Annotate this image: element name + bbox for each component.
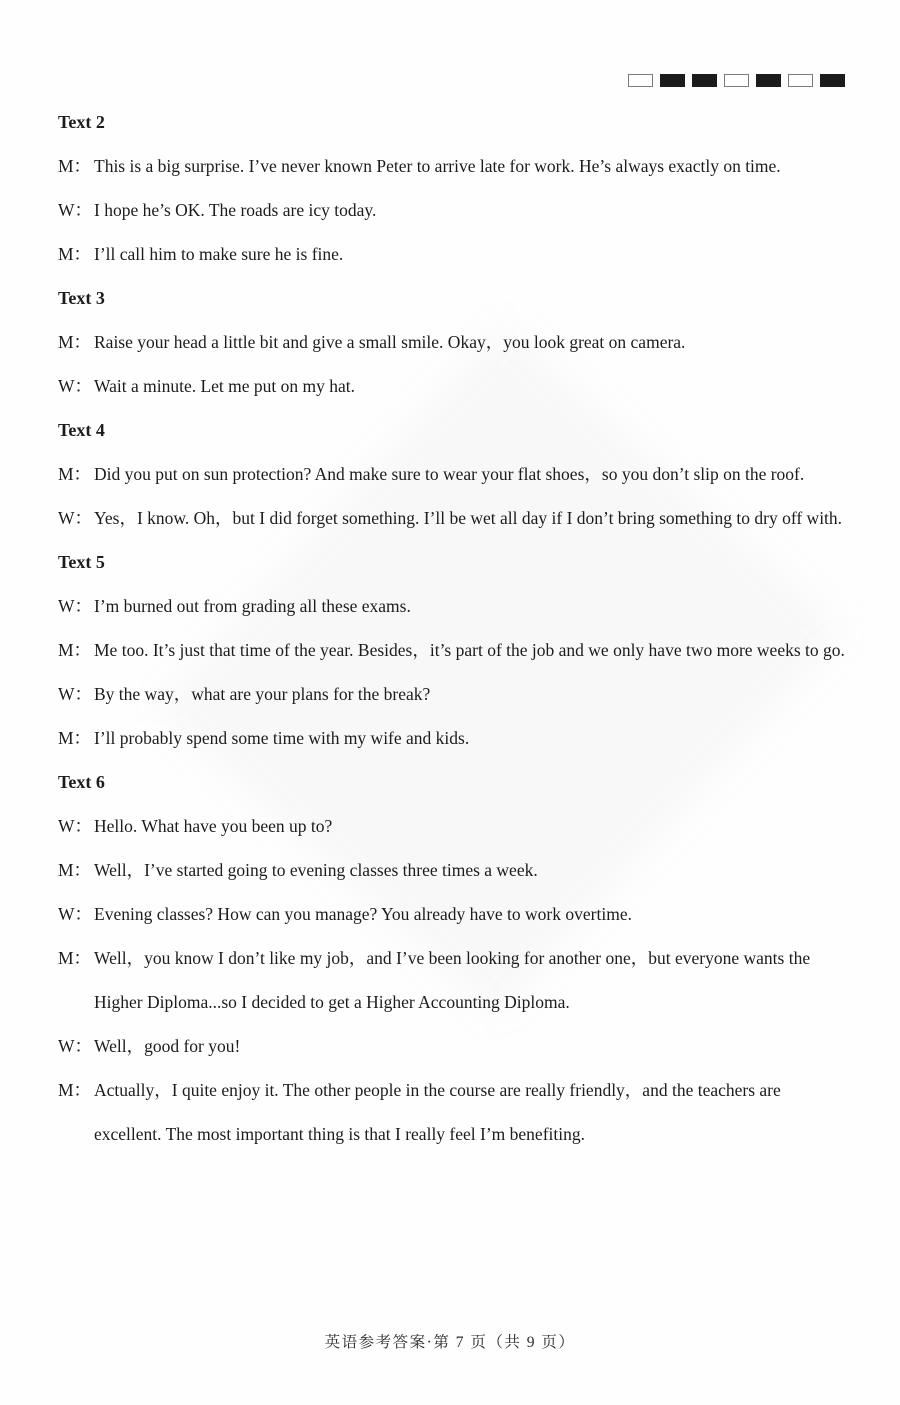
outline-square <box>788 74 813 87</box>
utterance-text: Did you put on sun protection? And make sure to wear your flat shoes，so you don’t slip on the roof. <box>94 464 805 484</box>
dialogue-turn <box>58 496 848 540</box>
speaker-label: M： <box>58 728 92 748</box>
filled-square <box>692 74 717 87</box>
utterance-text: Raise your head a little bit and give a small smile. Okay，you look great on camera. <box>94 332 686 352</box>
dialogue-turn <box>58 848 848 892</box>
utterance-text: Hello. What have you been up to? <box>94 816 333 836</box>
dialogue-turn <box>58 936 848 1024</box>
utterance-text: Well，good for you! <box>94 1036 241 1056</box>
section-title: Text 5 <box>58 552 105 572</box>
dialogue-turn <box>58 584 848 628</box>
outline-square <box>628 74 653 87</box>
dialogue-turn <box>58 364 848 408</box>
dialogue-turn <box>58 320 848 364</box>
utterance-text: Well，you know I don’t like my job，and I’ve been looking for another one，but everyone wants the Higher Diploma...so I decided to get a Higher Accounting Diploma. <box>94 948 811 1012</box>
section-title: Text 2 <box>58 112 105 132</box>
dialogue-turn <box>58 452 848 496</box>
speaker-label: W： <box>58 816 93 836</box>
listening-transcript <box>58 100 848 1156</box>
page-footer <box>0 1330 900 1352</box>
dialogue-turn <box>58 188 848 232</box>
dialogue-turn <box>58 232 848 276</box>
filled-square <box>756 74 781 87</box>
section-title: Text 6 <box>58 772 105 792</box>
dialogue-turn <box>58 892 848 936</box>
dialogue-turn <box>58 1068 848 1156</box>
dialogue-turn <box>58 144 848 188</box>
section-title: Text 3 <box>58 288 105 308</box>
utterance-text: I’ll call him to make sure he is fine. <box>94 244 344 264</box>
page-footer-text: 英语参考答案·第 7 页（共 9 页） <box>324 1334 576 1351</box>
speaker-label: M： <box>58 244 92 264</box>
section-title: Text 4 <box>58 420 105 440</box>
speaker-label: W： <box>58 1036 93 1056</box>
speaker-label: W： <box>58 376 93 396</box>
speaker-label: W： <box>58 596 93 616</box>
speaker-label: M： <box>58 948 92 968</box>
utterance-text: Yes，I know. Oh，but I did forget something. I’ll be wet all day if I don’t bring something to dry off with. <box>94 508 843 528</box>
speaker-label: M： <box>58 332 92 352</box>
dialogue-turn <box>58 1024 848 1068</box>
outline-square <box>724 74 749 87</box>
speaker-label: W： <box>58 904 93 924</box>
utterance-text: I’m burned out from grading all these exams. <box>94 596 411 616</box>
dialogue-turn <box>58 716 848 760</box>
dialogue-turn <box>58 804 848 848</box>
speaker-label: W： <box>58 200 93 220</box>
speaker-label: M： <box>58 640 92 660</box>
filled-square <box>660 74 685 87</box>
utterance-text: I hope he’s OK. The roads are icy today. <box>94 200 377 220</box>
utterance-text: Actually，I quite enjoy it. The other people in the course are really friendly，and the teachers are excellent. The most important thing is that I really feel I’m benefiting. <box>94 1080 781 1144</box>
filled-square <box>820 74 845 87</box>
utterance-text: Well，I’ve started going to evening classes three times a week. <box>94 860 538 880</box>
utterance-text: I’ll probably spend some time with my wife and kids. <box>94 728 470 748</box>
utterance-text: Me too. It’s just that time of the year. Besides，it’s part of the job and we only have two more weeks to go. <box>94 640 845 660</box>
dialogue-turn <box>58 672 848 716</box>
speaker-label: W： <box>58 684 93 704</box>
dialogue-turn <box>58 628 848 672</box>
speaker-label: M： <box>58 1080 92 1100</box>
speaker-label: M： <box>58 464 92 484</box>
utterance-text: Evening classes? How can you manage? You already have to work overtime. <box>94 904 632 924</box>
utterance-text: By the way，what are your plans for the break? <box>94 684 431 704</box>
speaker-label: M： <box>58 860 92 880</box>
utterance-text: Wait a minute. Let me put on my hat. <box>94 376 356 396</box>
registration-squares <box>628 74 845 87</box>
speaker-label: M： <box>58 156 92 176</box>
utterance-text: This is a big surprise. I’ve never known Peter to arrive late for work. He’s always exactly on time. <box>94 156 781 176</box>
speaker-label: W： <box>58 508 93 528</box>
